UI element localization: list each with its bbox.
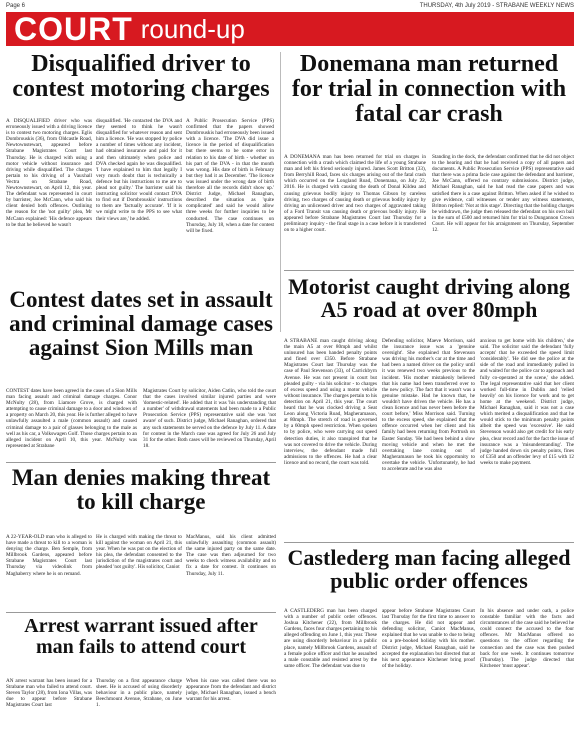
article5-col1: A 22-YEAR-OLD man who is alleged to have made a threat to kill to a woman is denying the charge. Ben Semple, from Millbrook Gardens, appeared before Strabane Magistrates Court last Thursday via videolink from Maghaberry where he is on remand. — [6, 534, 92, 577]
article7-col2: Thursday on a first appearance charge sheet. He is accused of using disorderly behaviour in a public place, namely Beechmount Avenue, Strabane, on June 1. — [96, 678, 182, 709]
page-number: Page 6 — [6, 3, 26, 9]
masthead-roundup: round-up — [140, 14, 245, 44]
article3-headline: Contest dates set in assault and criminal damage cases against Sion Mills man — [9, 287, 273, 361]
article1-col3: A Public Prosecution Service (PPS) confirmed that the papers showed Dombrouskis had erroneously been issued with a licence. 'The DVA did issue a licence in the period of disqualification but there seems to be some error in relation to his date of birth - whether on his part of the DVA - in that the month was wrong. His date of birth is February but they had it as December. 'The licence was issued under the wrong date of birth therefore all the records didn't show up.' District Judge, Michael Ranaghan, described the situation as 'quite complicated' and said he would allow three weeks for further inquiries to be conducted. The case continues on Thursday, July 18, when a date for contest will be fixed. — [186, 118, 274, 234]
article1-col2: disqualified. 'He contacted the DVA and they seemed to think he wasn't disqualified for whatever reason and sent him a licence. 'He was stopped by police a number of times without any incident, had obtained insurance and paid for it and then ultimately when police and DVA checked again he was disqualified. 'I have explained to him that legally I very much doubt that is technically a defence but his instructions to me are to plead not guilty.' The barrister said his instructing solicitor would contact DVA to find out if Dombrouskis' instructions to them are 'factually accurate'. 'If it is we might write to the PPS to see what their views are,' he added. — [96, 118, 182, 222]
masthead-court: COURT — [14, 11, 133, 47]
article3-col1: CONTEST dates have been agreed in the cases of a Sion Mills man facing assault and criminal damage charges. Conor McNulty (28), from Liamore Grove, is charged with attempting to cause criminal damage to a door and windows of a property on March 20, this year. He is further alleged to have unlawfully assaulted a male (common assault) and caused criminal damage to a pair of glasses belonging to the male as well as his car, a Volkswagen Golf. Those charges pertain to an alleged incident on April 10, this year. McNulty was represented at Strabane — [6, 388, 137, 449]
divider-horizontal — [284, 270, 574, 271]
issue-date: THURSDAY, 4th July 2019 - STRABANE WEEKLY NEWS — [419, 3, 574, 9]
divider-horizontal — [6, 612, 276, 613]
article6-col3: In his absence and under oath, a police constable familiar with the facts and circumstances of the case said he believed he could connect the accused to the four offences. Mr MacManus offered no questions to the officer regarding the connection and the case was then pushed back for one week. It continues tomorrow (Thursday). The judge directed that Kitchener 'must appear'. — [480, 608, 574, 669]
masthead — [6, 12, 574, 46]
article2-col1: A DONEMANA man has been returned for trial on charges in connection with a crash which claimed the life of a young Strabane man and left his friend seriously injured. James Scott Britton (33), from Berryhill Road, faces six charges arising out of the fatal crash which occurred on the Longland Road, Donemana, on July 22, 2016. He is charged with causing the death of Donal Kildea and causing grievous bodily injury to Thomas Gibson by careless driving, two charges of causing death or grievous bodily injury by driving an unlicensed driver and two charges of aggravated taking of a Ford Transit van causing death or grievous bodily injury. He appeared before Strabane Magistrates Court last Thursday for a preliminary inquiry - the final stage in a case before it is transferred on to a higher court. — [284, 154, 426, 234]
divider-vertical — [280, 52, 281, 332]
article4-col2: Defending solicitor, Maeve Morrison, said the insurance issue was a 'genuine oversight'. She explained that Stevenson was driving his mother's car at the time and had been a named driver on the policy until it was renewed two weeks previous to the incident. 'His mother mistakenly believed that his name had been transferred over to the new policy. The fact that it wasn't was a genuine mistake. Had he known that, he wouldn't have driven the vehicle. He has a clean licence and has never been before the court before,' Miss Morrison said. Turning to the excess speed, she explained that the offence occurred when her client and his family had been returning from Portrush on Easter Sunday. 'He had been behind a slow moving vehicle and when he met the overtaking lane coming out of Magheramason he took his opportunity to overtake the vehicle. 'Unfortunately, he had to accelerate and he was also — [382, 338, 475, 472]
divider-horizontal — [6, 462, 276, 463]
article5-col2: He is charged with making the threat to kill against the woman on April 21, this year. When he was put on the election of his plea, the defendant consented to the jurisdiction of the magistrates court and pleaded 'not guilty'. His solicitor, Caniot — [96, 534, 182, 571]
article1-headline: Disqualified driver to contest motoring charges — [12, 51, 270, 103]
article4-headline: Motorist caught driving along A5 road at over 80mph — [288, 274, 570, 323]
article6-headline: Castlederg man facing alleged public order offences — [287, 545, 571, 594]
article7-col3: When his case was called there was no appearance from the defendant and district judge, Michael Ranaghan, issued a bench warrant for his arrest. — [186, 678, 276, 703]
article5-col3: MacManus, said his client admitted unlawfully assaulting (common assault) the same injured party on the same date. The case was then adjourned for two weeks to check witness availability and to fix a date for contest. It continues on Thursday, July 11. — [186, 534, 276, 577]
article7-col1: AN arrest warrant has been issued for a Strabane man who failed to attend court. Steven Taylor (28), from Iona Villas, was due to appear before Strabane Magistrates Court last — [6, 678, 92, 709]
article4-col1: A STRABANE man caught driving along the main A5 at over 80mph and whilst uninsured has been handed penalty points and fined over £350. Before Strabane Magistrates Court last Thursday was the case of Paul Stevenson (33), of Carrickbyrn Avenue. He was not present in court but pleaded guilty - via his solicitor - to charges of excess speed and using a motor vehicle without insurance. The charges pertain to his detection on April 21, this year. The court heard that he was clocked driving a Seat Leon along Victoria Road, Magheramason, at 80mph. The stretch of road is governed by a 60mph speed restriction. When spoken to by police, who were carrying out speed detection duties, it also transpired that he was not covered to drive the vehicle. During interview, the defendant made full admissions to the offences. He had a clear licence and no record, the court was told. — [284, 338, 377, 466]
divider-horizontal — [284, 542, 574, 543]
article6-col2: appear before Strabane Magistrates Court last Thursday for the first time to answer to the charges. He did not appear and defending solicitor, Caniot MacManus, explained that he was unable to due to being on a pre-booked holiday with his mother. District judge, Michael Ranaghan, said he accepted the explanation but directed that at his next appearance Kitchener bring proof of the holiday. — [382, 608, 475, 669]
article1-col1: A DISQUALIFIED driver who was erroneously issued with a driving licence is to contest two motoring charges. Eglis Dombrouskis (36), from Oldcastle Road, Newtownstewart, appeared before Strabane Magistrates Court last Thursday. He is charged with using a motor vehicle without insurance and driving while disqualified. The charges pertain to his driving of a Vauxhall Vectra on Strabane Road, Newtownstewart, on April 12, this year. The defendant was represented in court by barrister, Joe McCann, who said his client denied both offences. Outlining the reason for the 'not guilty' plea, Mr McCann explained: 'His defence appears to be that he believed he wasn't — [6, 118, 92, 228]
article2-headline: Donemana man returned for trial in connection with fatal car crash — [291, 51, 567, 128]
article3-col2: Magistrates Court by solicitor, Aiden Catlin, who told the court that the cases involved similar injured parties and were 'domestic-related'. He added that it was 'his understanding that a number' of withdrawal statements had been made to a Public Prosecution Service (PPS) representative said she was 'not aware' of such. District judge, Michael Ranaghan, ordered that any such statements be served on the defence by July 11. A date for contest in the March case was agreed for July 26 and July 31 for the other. Both cases will be reviewed on Thursday, April 18. — [143, 388, 276, 449]
article7-headline: Arrest warrant issued after man fails to attend court — [24, 615, 258, 658]
article6-col1: A CASTLEDERG man has been charged with a number of public order offences. Joshua Kitchener (22), from Millbrook Gardens, faces four charges pertaining to his alleged offending on June 1, this year. These are using disorderly behaviour in a public place, namely Millbrook Gardens, assault of a female police officer and that he assaulted a male constable and resisted arrest by the same officer. The defendant was due to — [284, 608, 377, 669]
article2-col2: Standing in the dock, the defendant confirmed that he did not object to the hearing and that he had received a copy of all papers and documents. A Public Prosecution Service (PPS) representative said that there was a prima facie case against the defendant and barrister, Joe McCann, offered no contrary submissions. District judge, Michael Ranaghan, said he had read the case papers and was satisfied there is a case against Britton. When asked if he wished to give evidence, call witnesses or tender any witness statements, Britton replied: 'Not at this stage'. Directing that the holding charges be withdrawn, the judge then released the defendant on his own bail in the sum of £500 and returned him for trial to Dungannon Crown Court. He will appear for his arraignment on Thursday, September 12. — [432, 154, 574, 234]
article4-col3: anxious to get home with his children,' she said. The solicitor said the defendant 'fully accepts' that he exceeded the speed limit 'considerably'. 'He did see the police at the side of the road and immediately pulled in and waited for the police car to approach and fully co-operated at the scene,' she added. The legal representative said that her client worked full-time in Dublin and 'relied heavily' on his licence for work and to get home at the weekend. District judge, Michael Ranaghan, said it was not a case which merited a disqualification and that he would stick to the minimum penalty points albeit the speed was 'excessive'. He said Stevenson would also get credit for his early plea, clear record and for the fact the issue of insurance was a 'misunderstanding'. The judge handed down six penalty points, fines of £350 and an offender levy of £15 with 12 weeks to make payment. — [480, 338, 574, 466]
article5-headline: Man denies making threat to kill charge — [11, 465, 271, 515]
